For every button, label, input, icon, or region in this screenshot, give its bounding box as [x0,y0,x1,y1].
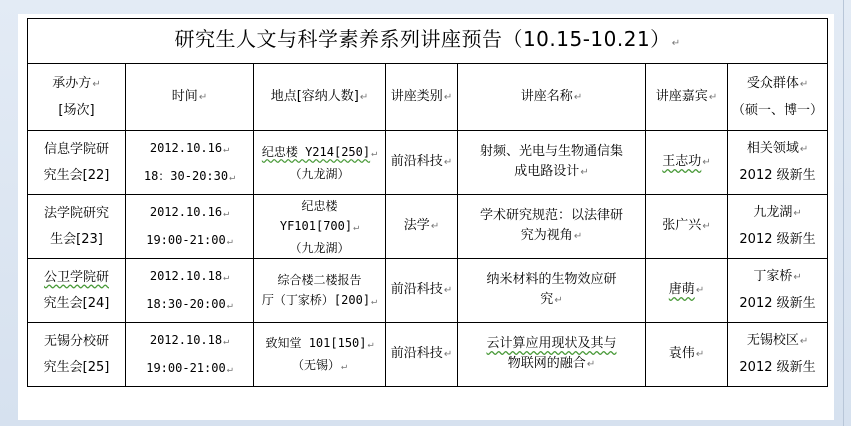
lecture-name-cell: 学术研究规范：以法律研 究为视角↵ [458,195,646,259]
time-cell: 2012.10.16↵ 18：30-20:30↵ [126,131,254,195]
venue-cell: 纪忠楼 YF101[700]↵ （九龙湖） [254,195,386,259]
organizer-cell: 法学院研究 生会[23] [28,195,126,259]
header-row [28,64,828,131]
audience-cell: 九龙湖↵ 2012 级新生 [728,195,828,259]
header-organizer: 承办方↵ [场次] [28,64,126,131]
table-row [28,323,828,387]
header-venue: 地点[容纳人数]↵ [254,64,386,131]
table-title: 研究生人文与科学素养系列讲座预告（10.15-10.21）↵ [28,19,828,64]
header-speaker: 讲座嘉宾↵ [646,64,728,131]
lecture-name-cell: 云计算应用现状及其与 物联网的融合↵ [458,323,646,387]
header-category: 讲座类别↵ [386,64,458,131]
lecture-name-cell: 射频、光电与生物通信集 成电路设计↵ [458,131,646,195]
speaker-cell: 袁伟↵ [646,323,728,387]
time-cell: 2012.10.18↵ 19:00-21:00↵ [126,323,254,387]
speaker-cell: 唐萌↵ [646,259,728,323]
time-cell: 2012.10.16↵ 19:00-21:00↵ [126,195,254,259]
organizer-cell: 无锡分校研 究生会[25] [28,323,126,387]
header-time: 时间↵ [126,64,254,131]
header-audience: 受众群体↵ （硕一、博一） [728,64,828,131]
table-row [28,131,828,195]
venue-cell: 纪忠楼 Y214[250]↵ （九龙湖） [254,131,386,195]
organizer-cell: 信息学院研 究生会[22] [28,131,126,195]
speaker-cell: 张广兴↵ [646,195,728,259]
category-cell: 法学↵ [386,195,458,259]
category-cell: 前沿科技↵ [386,259,458,323]
speaker-cell: 王志功↵ [646,131,728,195]
category-cell: 前沿科技↵ [386,323,458,387]
table-row [28,195,828,259]
audience-cell: 无锡校区↵ 2012 级新生 [728,323,828,387]
time-cell: 2012.10.18↵ 18:30-20:00↵ [126,259,254,323]
venue-cell: 综合楼二楼报告 厅（丁家桥）[200]↵ [254,259,386,323]
audience-cell: 相关领域↵ 2012 级新生 [728,131,828,195]
lecture-name-cell: 纳米材料的生物效应研 究↵ [458,259,646,323]
audience-cell: 丁家桥↵ 2012 级新生 [728,259,828,323]
table-row [28,259,828,323]
venue-cell: 致知堂 101[150]↵ （无锡）↵ [254,323,386,387]
margin-line [843,0,844,426]
category-cell: 前沿科技↵ [386,131,458,195]
header-lecture-name: 讲座名称↵ [458,64,646,131]
lecture-schedule-table [27,18,828,387]
organizer-cell: 公卫学院研 究生会[24] [28,259,126,323]
